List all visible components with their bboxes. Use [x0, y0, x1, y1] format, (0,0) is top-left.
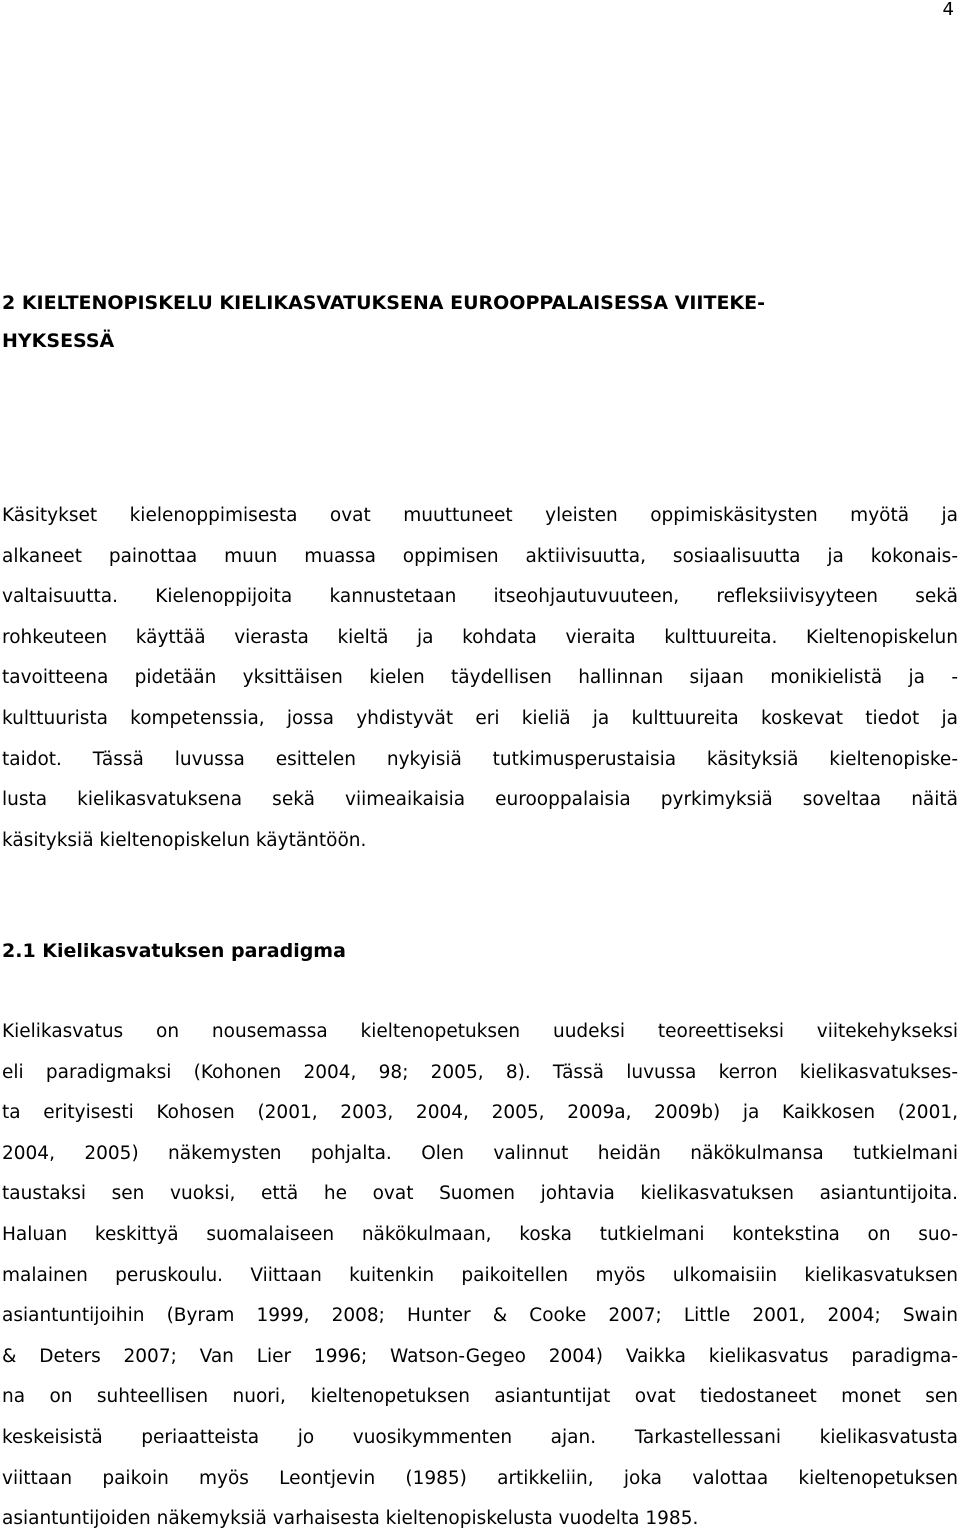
page-number: 4 — [942, 0, 954, 20]
paragraph-line: valtaisuutta. Kielenoppijoita kannustetaan itseohjautuvuuteen, refleksiivisyyteen sekä — [2, 586, 958, 608]
paragraph-line: tavoitteena pidetään yksittäisen kielen täydellisen hallinnan sijaan monikielistä ja - — [2, 667, 958, 689]
paragraph-line: na on suhteellisen nuori, kieltenopetuksen asiantuntijat ovat tiedostaneet monet sen — [2, 1386, 958, 1408]
paragraph-line: Haluan keskittyä suomalaiseen näkökulmaan, koska tutkielmani kontekstina on suo- — [2, 1223, 958, 1245]
paragraph-line: Käsitykset kielenoppimisesta ovat muuttuneet yleisten oppimiskäsitysten myötä ja — [2, 505, 958, 526]
chapter-heading-line: 2 KIELTENOPISKELU KIELIKASVATUKSENA EUROOPPALAISESSA VIITEKE- — [2, 292, 766, 314]
paragraph-line: käsityksiä kieltenopiskelun käytäntöön. — [2, 829, 367, 851]
section-paragraph — [2, 1012, 958, 1540]
paragraph-line: keskeisistä periaatteista jo vuosikymmenten ajan. Tarkastellessani kielikasvatusta — [2, 1426, 958, 1448]
paragraph-line: taidot. Tässä luvussa esittelen nykyisiä tutkimusperustaisia käsityksiä kieltenopiske- — [2, 748, 958, 770]
paragraph-line: viittaan paikoin myös Leontjevin (1985) artikkeliin, joka valottaa kieltenopetuksen — [2, 1467, 958, 1489]
paragraph-line: 2004, 2005) näkemysten pohjalta. Olen valinnut heidän näkökulmansa tutkielmani — [2, 1142, 958, 1164]
chapter-heading-line: HYKSESSÄ — [2, 330, 115, 352]
chapter-heading — [2, 284, 932, 360]
paragraph-line: kulttuurista kompetenssia, jossa yhdistyvät eri kieliä ja kulttuureita koskevat tiedot ja — [2, 707, 958, 729]
paragraph-line: taustaksi sen vuoksi, että he ovat Suomen johtavia kielikasvatuksen asiantuntijoita. — [2, 1183, 958, 1205]
intro-paragraph — [2, 496, 958, 861]
paragraph-line: rohkeuteen käyttää vierasta kieltä ja kohdata vieraita kulttuureita. Kieltenopiskelun — [2, 626, 958, 648]
paragraph-line: asiantuntijoiden näkemyksiä varhaisesta kieltenopiskelusta vuodelta 1985. — [2, 1508, 699, 1530]
paragraph-line: & Deters 2007; Van Lier 1996; Watson-Gegeo 2004) Vaikka kielikasvatus paradigma- — [2, 1345, 958, 1367]
paragraph-line: malainen peruskoulu. Viittaan kuitenkin paikoitellen myös ulkomaisiin kielikasvatuksen — [2, 1264, 958, 1286]
section-heading: 2.1 Kielikasvatuksen paradigma — [2, 940, 346, 962]
paragraph-line: Kielikasvatus on nousemassa kieltenopetuksen uudeksi teoreettiseksi viitekehykseksi — [2, 1021, 958, 1042]
paragraph-line: lusta kielikasvatuksena sekä viimeaikaisia eurooppalaisia pyrkimyksiä soveltaa näitä — [2, 789, 958, 811]
paragraph-line: eli paradigmaksi (Kohonen 2004, 98; 2005, 8). Tässä luvussa kerron kielikasvatukses- — [2, 1061, 958, 1083]
paragraph-line: alkaneet painottaa muun muassa oppimisen aktiivisuutta, sosiaalisuutta ja kokonais- — [2, 545, 958, 567]
paragraph-line: asiantuntijoihin (Byram 1999, 2008; Hunter & Cooke 2007; Little 2001, 2004; Swain — [2, 1305, 958, 1327]
paragraph-line: ta erityisesti Kohosen (2001, 2003, 2004, 2005, 2009a, 2009b) ja Kaikkosen (2001, — [2, 1102, 958, 1124]
